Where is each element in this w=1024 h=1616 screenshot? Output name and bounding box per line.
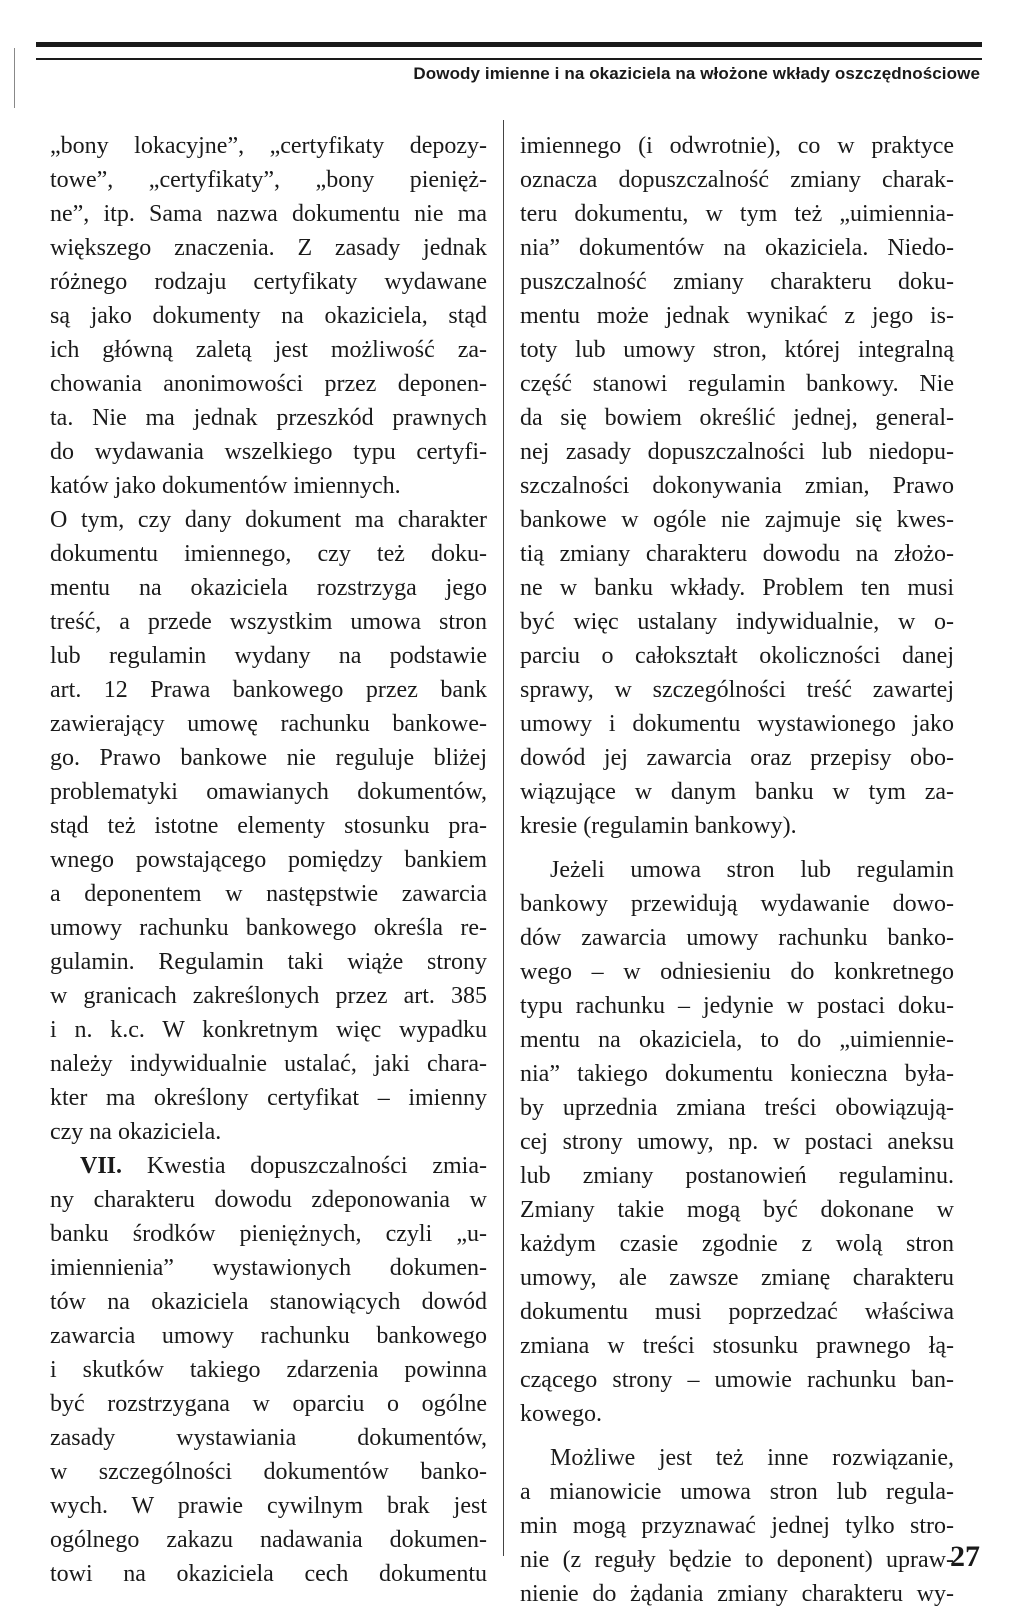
text-line: umowy, ale zawsze zmianę charakteru	[520, 1265, 954, 1291]
text-line: a deponentem w następstwie zawarcia	[50, 881, 487, 907]
text-line: imiennienia” wystawionych dokumen-	[50, 1255, 487, 1281]
header-rule-thick	[36, 42, 982, 47]
text-line: cej strony umowy, np. w postaci aneksu	[520, 1129, 954, 1155]
text-line: gulamin. Regulamin taki wiąże strony	[50, 949, 487, 975]
text-line: towe”, „certyfikaty”, „bony pienięż-	[50, 167, 487, 193]
text-line: w granicach zakreślonych przez art. 385	[50, 983, 487, 1009]
text-line: różnego rodzaju certyfikaty wydawane	[50, 269, 487, 295]
text-line: bankowe w ogóle nie zajmuje się kwes-	[520, 507, 954, 533]
text-line: umowy i dokumentu wystawionego jako	[520, 711, 954, 737]
text-line: dokumentu imiennego, czy też doku-	[50, 541, 487, 567]
text-line: „bony lokacyjne”, „certyfikaty depozy-	[50, 133, 487, 159]
text-line: mentu na okaziciela, to do „uimiennie-	[520, 1027, 954, 1053]
text-line: art. 12 Prawa bankowego przez bank	[50, 677, 487, 703]
text-line: ich główną zaletą jest możliwość za-	[50, 337, 487, 363]
text-line: być rozstrzygana w oparciu o ogólne	[50, 1391, 487, 1417]
text-line: i n. k.c. W konkretnym więc wypadku	[50, 1017, 487, 1043]
text-line: mentu może jednak wynikać z jego is-	[520, 303, 954, 329]
text-line: ne w banku wkłady. Problem ten musi	[520, 575, 954, 601]
section-first-line-text: Kwestia dopuszczalności zmia-	[146, 1153, 487, 1179]
text-line: zmiana w treści stosunku prawnego łą-	[520, 1333, 954, 1359]
text-line: stąd też istotne elementy stosunku pra-	[50, 813, 487, 839]
text-line: O tym, czy dany dokument ma charakter	[50, 507, 487, 533]
text-line: część stanowi regulamin bankowy. Nie	[520, 371, 954, 397]
text-line: go. Prawo bankowe nie reguluje bliżej	[50, 745, 487, 771]
section-marker: VII.	[80, 1153, 123, 1179]
text-line: tią zmiany charakteru dowodu na złożo-	[520, 541, 954, 567]
text-line: typu rachunku – jedynie w postaci doku-	[520, 993, 954, 1019]
text-line: lub zmiany postanowień regulaminu.	[520, 1163, 954, 1189]
text-line: Zmiany takie mogą być dokonane w	[520, 1197, 954, 1223]
text-line: banku środków pieniężnych, czyli „u-	[50, 1221, 487, 1247]
text-line: dokumentu musi poprzedzać właściwa	[520, 1299, 954, 1325]
text-line: nia” dokumentów na okaziciela. Niedo-	[520, 235, 954, 261]
text-line: parciu o całokształt okoliczności danej	[520, 643, 954, 669]
paragraph-gap	[520, 1431, 954, 1441]
text-line: nienie do żądania zmiany charakteru wy-	[520, 1581, 954, 1607]
text-line: bankowy przewidują wydawanie dowo-	[520, 891, 954, 917]
text-line: ne”, itp. Sama nazwa dokumentu nie ma	[50, 201, 487, 227]
text-line: tów na okaziciela stanowiących dowód	[50, 1289, 487, 1315]
text-line: problematyki omawianych dokumentów,	[50, 779, 487, 805]
text-line: kowego.	[520, 1401, 602, 1427]
text-line: ta. Nie ma jednak przeszkód prawnych	[50, 405, 487, 431]
text-line: zawierający umowę rachunku bankowe-	[50, 711, 487, 737]
text-line: umowy rachunku bankowego określa re-	[50, 915, 487, 941]
page-number: 27	[950, 1540, 980, 1573]
text-line: katów jako dokumentów imiennych.	[50, 473, 401, 499]
text-line: być więc ustalany indywidualnie, w o-	[520, 609, 954, 635]
text-line: i skutków takiego zdarzenia powinna	[50, 1357, 487, 1383]
text-line: treść, a przede wszystkim umowa stron	[50, 609, 487, 635]
text-line: Jeżeli umowa stron lub regulamin	[550, 857, 954, 883]
text-line: Możliwe jest też inne rozwiązanie,	[550, 1445, 954, 1471]
header-rule-thin	[36, 58, 982, 60]
text-line: teru dokumentu, w tym też „uimiennia-	[520, 201, 954, 227]
text-line: nia” takiego dokumentu konieczna była-	[520, 1061, 954, 1087]
text-line: toty lub umowy stron, której integralną	[520, 337, 954, 363]
text-line: a mianowicie umowa stron lub regula-	[520, 1479, 954, 1505]
text-line: czącego strony – umowie rachunku ban-	[520, 1367, 954, 1393]
text-line: należy indywidualnie ustalać, jaki chara-	[50, 1051, 487, 1077]
right-column	[520, 129, 954, 1611]
left-column	[50, 129, 487, 1591]
text-line: min mogą przyznawać jednej tylko stro-	[520, 1513, 954, 1539]
text-line: dowód jej zawarcia oraz przepisy obo-	[520, 745, 954, 771]
text-line: chowania anonimowości przez deponen-	[50, 371, 487, 397]
text-line: dów zawarcia umowy rachunku banko-	[520, 925, 954, 951]
text-line: każdym czasie zgodnie z wolą stron	[520, 1231, 954, 1257]
text-line: imiennego (i odwrotnie), co w praktyce	[520, 133, 954, 159]
text-line: kresie (regulamin bankowy).	[520, 813, 797, 839]
text-line: nie (z reguły będzie to deponent) upraw-	[520, 1547, 954, 1573]
margin-mark	[14, 48, 15, 108]
text-line: nej zasady dopuszczalności lub niedopu-	[520, 439, 954, 465]
text-line: towi na okaziciela cech dokumentu	[50, 1561, 487, 1587]
paragraph-gap	[520, 843, 954, 853]
text-line: mentu na okaziciela rozstrzyga jego	[50, 575, 487, 601]
text-line: większego znaczenia. Z zasady jednak	[50, 235, 487, 261]
section-first-line	[50, 1149, 487, 1183]
text-line: puszczalność zmiany charakteru doku-	[520, 269, 954, 295]
text-line: oznacza dopuszczalność zmiany charak-	[520, 167, 954, 193]
text-line: ny charakteru dowodu zdeponowania w	[50, 1187, 487, 1213]
text-line: szczalności dokonywania zmian, Prawo	[520, 473, 954, 499]
text-line: zawarcia umowy rachunku bankowego	[50, 1323, 487, 1349]
text-line: wych. W prawie cywilnym brak jest	[50, 1493, 487, 1519]
text-line: są jako dokumenty na okaziciela, stąd	[50, 303, 487, 329]
text-line: by uprzednia zmiana treści obowiązują-	[520, 1095, 954, 1121]
text-line: ogólnego zakazu nadawania dokumen-	[50, 1527, 487, 1553]
text-line: sprawy, w szczególności treść zawartej	[520, 677, 954, 703]
column-divider	[503, 120, 504, 1556]
text-line: da się bowiem określić jednej, general-	[520, 405, 954, 431]
text-line: czy na okaziciela.	[50, 1119, 222, 1145]
text-line: do wydawania wszelkiego typu certyfi-	[50, 439, 487, 465]
text-line: wiązujące w danym banku w tym za-	[520, 779, 954, 805]
running-header: Dowody imienne i na okaziciela na włożone wkłady oszczędnościowe	[413, 64, 980, 83]
text-line: wnego powstającego pomiędzy bankiem	[50, 847, 487, 873]
text-line: w szczególności dokumentów banko-	[50, 1459, 487, 1485]
text-line: lub regulamin wydany na podstawie	[50, 643, 487, 669]
text-line: kter ma określony certyfikat – imienny	[50, 1085, 487, 1111]
text-line: zasady wystawiania dokumentów,	[50, 1425, 487, 1451]
text-line: wego – w odniesieniu do konkretnego	[520, 959, 954, 985]
